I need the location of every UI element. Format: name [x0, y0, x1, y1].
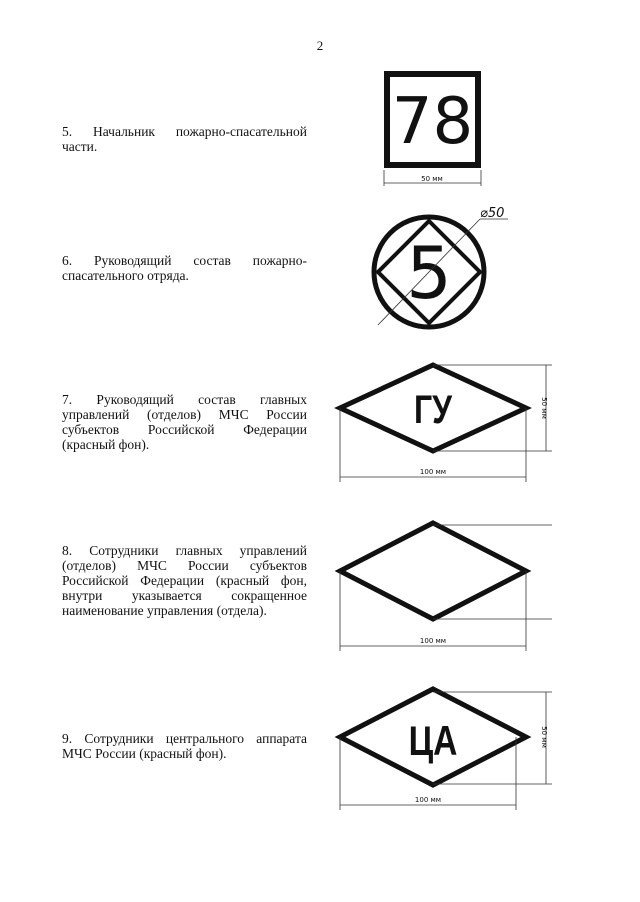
rhombus-ca-figure [330, 684, 560, 814]
list-item-7 [62, 392, 307, 452]
square-sign-label: 78 [391, 85, 474, 159]
rhombus-gu-label: ГУ [413, 386, 453, 432]
circle-sign-figure [368, 205, 518, 335]
rhombus-blank-width-label: 100 мм [419, 637, 447, 645]
circle-sign-label: 5 [406, 231, 452, 315]
rhombus-gu-figure [330, 360, 560, 490]
item-5-text: 5. Начальник пожарно-спасательной части. [62, 124, 307, 154]
square-sign-figure [370, 70, 500, 195]
rhombus-ca-label: ЦА [408, 718, 458, 765]
square-dim-label: 50 мм [421, 175, 443, 183]
rhombus-gu-width-label: 100 мм [419, 468, 447, 476]
list-item-9 [62, 731, 307, 761]
rhombus-ca-width-label: 100 мм [414, 796, 442, 804]
list-item-6 [62, 253, 307, 283]
rhombus-blank-shape [340, 523, 526, 619]
item-8-text: 8. Сотрудники главных управлений (отделов) МЧС России субъектов Российской Федерации (красный фон, внутри указывается сокращенное наименование управления (отдела). [62, 543, 307, 618]
page-number: 2 [316, 38, 324, 53]
item-9-text: 9. Сотрудники центрального аппарата МЧС России (красный фон). [62, 731, 307, 761]
circle-dim-label: ⌀50 [480, 206, 505, 221]
list-item-5 [62, 124, 307, 154]
list-item-8 [62, 543, 307, 618]
item-7-text: 7. Руководящий состав главных управлений (отделов) МЧС России субъектов Российской Федерации (красный фон). [62, 392, 307, 452]
rhombus-blank-figure [330, 515, 560, 655]
item-6-text: 6. Руководящий состав пожарно-спасательного отряда. [62, 253, 307, 283]
rhombus-gu-height-label: 50 мм [540, 397, 548, 419]
rhombus-ca-height-label: 50 мм [540, 726, 548, 748]
